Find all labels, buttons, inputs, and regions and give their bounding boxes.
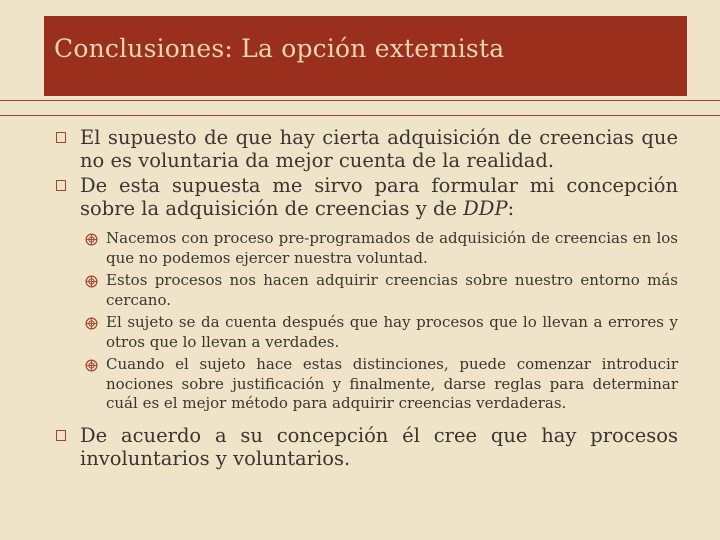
accent-divider-gap-left (0, 101, 44, 115)
gear-bullet-icon (85, 275, 98, 288)
gear-bullet-icon (85, 317, 98, 330)
square-bullet-icon (56, 180, 66, 191)
sub-bullet-item (82, 313, 678, 352)
sub-bullet-text: Cuando el sujeto hace estas distinciones, puede comenzar introducir nociones sobre justificación y finalmente, darse reglas para determinar cuál es el mejor método para adquirir creencias verdaderas. (106, 355, 678, 412)
sub-bullet-text: El sujeto se da cuenta después que hay procesos que lo llevan a errores y otros que lo llevan a verdades. (106, 313, 678, 351)
sub-bullet-item (82, 271, 678, 310)
bullet-item (56, 424, 678, 470)
sub-bullet-text: Estos procesos nos hacen adquirir creencias sobre nuestro entorno más cercano. (106, 271, 678, 309)
accent-divider (0, 100, 720, 116)
sub-bullet-text: Nacemos con proceso pre-programados de adquisición de creencias en los que no podemos ejercer nuestra voluntad. (106, 229, 678, 267)
bullet-item (56, 174, 678, 220)
gear-bullet-icon (85, 233, 98, 246)
sub-bullet-item (82, 355, 678, 414)
bullet-text-end: : (507, 197, 515, 220)
slide-title: Conclusiones: La opción externista (54, 34, 505, 63)
bullet-text: De acuerdo a su concepción él cree que hay procesos involuntarios y voluntarios. (80, 423, 678, 470)
sub-bullet-list (82, 229, 678, 414)
gear-bullet-icon (85, 359, 98, 372)
square-bullet-icon (56, 430, 66, 441)
bullet-item (56, 126, 678, 172)
bullet-text-italic: DDP (463, 197, 508, 220)
slide-content (56, 126, 678, 472)
square-bullet-icon (56, 132, 66, 143)
bullet-text: El supuesto de que hay cierta adquisición de creencias que no es voluntaria da mejor cuenta de la realidad. (80, 126, 678, 172)
bullet-text: De esta supuesta me sirvo para formular mi concepción sobre la adquisición de creencias y de (80, 174, 678, 220)
sub-bullet-item (82, 229, 678, 268)
accent-divider-gap-right (687, 101, 720, 115)
title-bar (44, 16, 687, 96)
